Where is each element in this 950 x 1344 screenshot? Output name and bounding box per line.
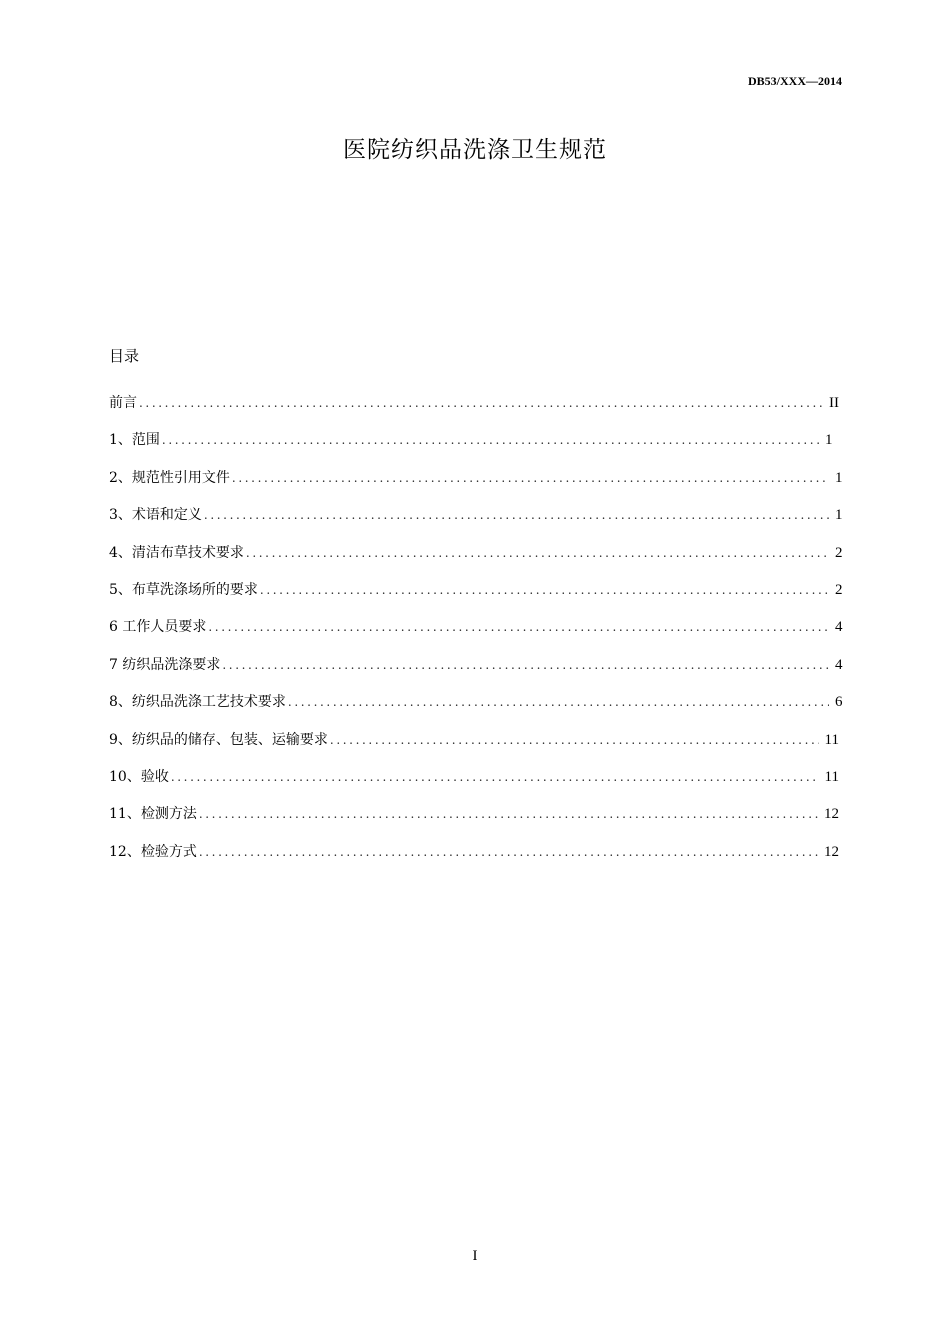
toc-leader-dots [199, 842, 818, 862]
toc-entry-label: 前言 [109, 395, 137, 411]
toc-entry-label: 10、验收 [109, 768, 169, 785]
toc-entry-page: II [829, 395, 839, 411]
toc-leader-dots [204, 505, 829, 525]
toc-entry-page: 4 [835, 619, 843, 636]
toc-entry-normative-references[interactable] [109, 468, 849, 505]
toc-entry-textile-washing-requirements[interactable] [109, 655, 849, 692]
toc-entry-label: 12、检验方式 [109, 843, 197, 860]
toc-leader-dots [208, 617, 829, 637]
toc-entry-clean-linen-requirements[interactable] [109, 543, 849, 580]
toc-entry-acceptance[interactable] [109, 767, 839, 804]
toc-entry-label: 2、规范性引用文件 [109, 469, 230, 486]
toc-entry-label: 5、布草洗涤场所的要求 [109, 581, 258, 598]
toc-entry-page: 4 [835, 656, 843, 673]
toc-entry-label: 4、清洁布草技术要求 [109, 544, 244, 561]
toc-leader-dots [288, 692, 829, 712]
toc-entry-label: 6 工作人员要求 [109, 619, 207, 636]
toc-leader-dots [222, 655, 829, 675]
toc-heading: 目录 [109, 347, 140, 365]
toc-entry-label: 3、术语和定义 [109, 507, 202, 524]
toc-entry-page: 11 [824, 731, 839, 748]
toc-entry-foreword[interactable] [109, 393, 849, 430]
toc-entry-staff-requirements[interactable] [109, 617, 849, 654]
toc-entry-page: 1 [825, 432, 833, 449]
toc-entry-page: 2 [835, 544, 843, 561]
toc-entry-page: 6 [835, 694, 843, 711]
toc-leader-dots [260, 580, 829, 600]
toc-leader-dots [232, 468, 829, 488]
page-number: I [472, 1248, 478, 1264]
toc-entry-label: 8、纺织品洗涤工艺技术要求 [109, 694, 286, 711]
toc-entry-page: 12 [824, 843, 839, 860]
toc-entry-laundry-site-requirements[interactable] [109, 580, 849, 617]
toc-entry-label: 7 纺织品洗涤要求 [109, 656, 221, 673]
toc-entry-storage-packaging-transport[interactable] [109, 730, 839, 767]
toc-entry-inspection-methods[interactable] [109, 842, 839, 879]
toc-entry-page: 12 [824, 806, 839, 823]
toc-leader-dots [139, 393, 823, 413]
table-of-contents [109, 393, 849, 879]
toc-leader-dots [171, 767, 819, 787]
toc-entry-page: 1 [835, 469, 843, 486]
toc-entry-test-methods[interactable] [109, 804, 839, 841]
toc-entry-scope[interactable] [109, 430, 839, 467]
toc-entry-label: 1、范围 [109, 432, 160, 449]
toc-entry-page: 1 [835, 507, 843, 524]
document-title: 医院纺织品洗涤卫生规范 [343, 137, 607, 163]
toc-entry-label: 11、检测方法 [109, 806, 197, 823]
toc-entry-page: 2 [835, 581, 843, 598]
document-code: DB53/XXX—2014 [747, 74, 842, 88]
toc-entry-terms-definitions[interactable] [109, 505, 849, 542]
toc-leader-dots [199, 804, 818, 824]
toc-entry-label: 9、纺织品的储存、包装、运输要求 [109, 731, 328, 748]
toc-entry-page: 11 [824, 768, 839, 785]
toc-leader-dots [246, 543, 829, 563]
toc-leader-dots [330, 730, 819, 750]
toc-entry-washing-process-requirements[interactable] [109, 692, 849, 729]
toc-leader-dots [162, 430, 819, 450]
